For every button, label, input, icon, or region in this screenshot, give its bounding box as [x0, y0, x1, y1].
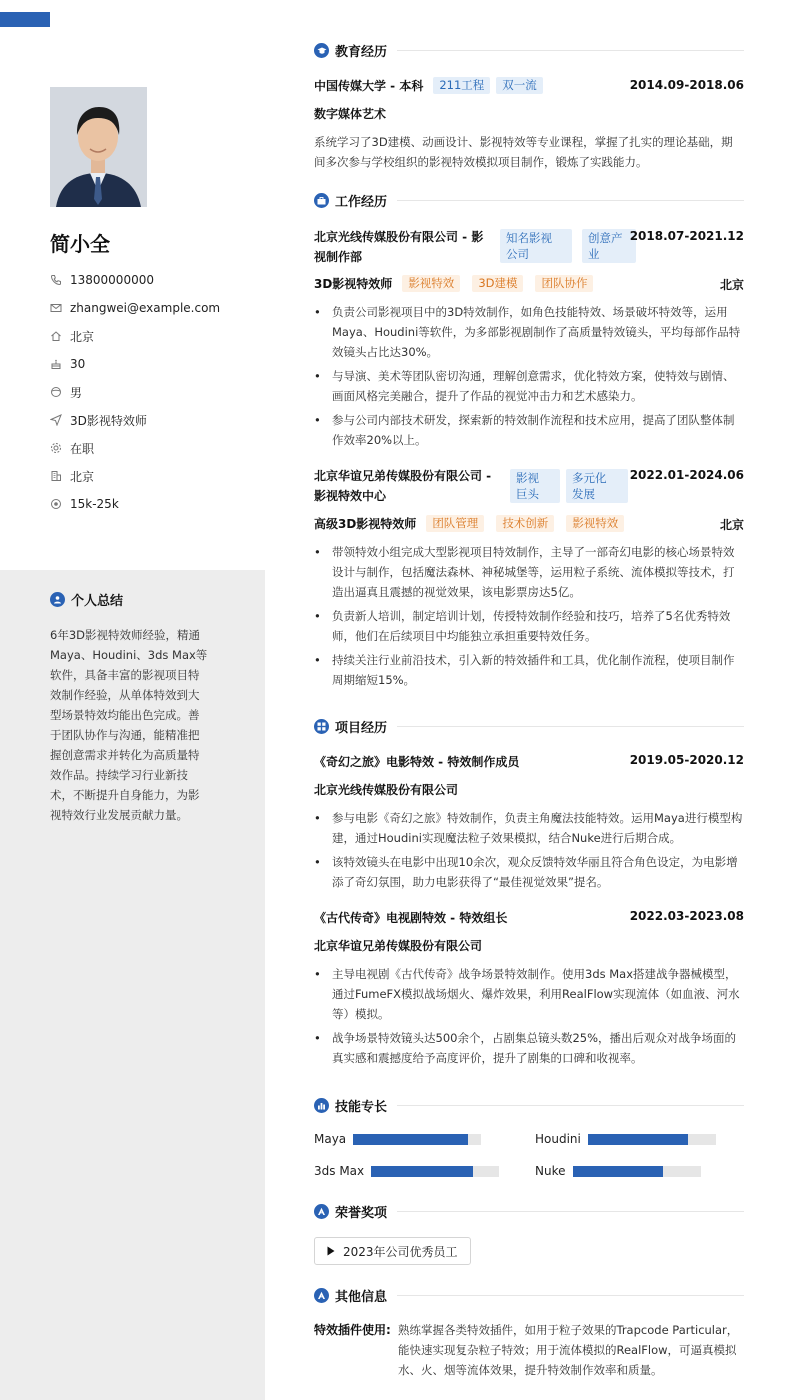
left-column: [0, 0, 265, 1400]
project-name: 《古代传奇》电视剧特效 - 特效组长: [314, 911, 508, 925]
skill-name: Houdini: [535, 1132, 581, 1146]
job-bullet: • 负责公司影视项目中的3D特效制作，如角色技能特效、场景破坏特效等，运用Maya、Houdini等软件，为多部影视剧制作了高质量特效镜头，平均每部作品特效镜头占比达30%。: [314, 302, 744, 362]
skill-name: Nuke: [535, 1164, 566, 1178]
project-company: 北京华谊兄弟传媒股份有限公司: [314, 939, 483, 953]
phone-icon: [50, 274, 62, 286]
info-status: [50, 434, 250, 462]
target-city-text: 北京: [70, 469, 95, 484]
phone-text[interactable]: 13800000000: [70, 273, 154, 287]
company-tag: [500, 229, 572, 263]
position-text: 3D影视特效师: [70, 413, 147, 428]
education-major: 数字媒体艺术: [314, 107, 387, 121]
coin-icon: [50, 498, 62, 510]
job-date: 2018.07-2021.12: [629, 229, 744, 243]
honors-title: 荣誉奖项: [335, 1206, 388, 1221]
section-divider: [397, 200, 744, 201]
company-tag-line: 发展: [572, 487, 595, 501]
job-company: [314, 227, 494, 267]
project-bullet: • 参与电影《奇幻之旅》特效制作，负责主角魔法技能特效。运用Maya进行模型构建，通过Houdini实现魔法粒子效果模拟，结合Nuke进行后期合成。: [314, 808, 744, 848]
job-role: 3D影视特效师: [314, 277, 393, 291]
info-email: [50, 294, 250, 322]
contact-info-list: [50, 266, 250, 518]
info-icon: [314, 1288, 329, 1303]
section-divider: [397, 1295, 744, 1296]
other-label: 特效插件使用:: [314, 1323, 391, 1337]
education-tag: 双一流: [496, 77, 543, 94]
job-bullet: • 与导演、美术等团队密切沟通，理解创意需求，优化特效方案，使特效与剧情、画面风格完美融合，提升了作品的视觉冲击力和艺术感染力。: [314, 366, 744, 406]
job-company-line: 影视特效中心: [314, 489, 387, 503]
summary-paragraph: 6年3D影视特效师经验，精通Maya、Houdini、3ds Max等软件，具备丰富的影视项目特效制作经验，从单体特效到大型场景特效均能出色完成。善于团队协作与沟通，能精准把握创意需求并转化为高质量特效作品。持续学习行业新技术，不断提升自身能力，为影视特效行业发展贡献力量。: [50, 628, 208, 822]
graduation-cap-icon: [314, 43, 329, 58]
skill-bar: [371, 1166, 499, 1177]
role-tag: 团队协作: [535, 275, 593, 292]
education-heading: [314, 41, 744, 60]
section-divider: [397, 50, 744, 51]
job-role: 高级3D影视特效师: [314, 517, 417, 531]
skill-item: [314, 1132, 481, 1146]
job-company-line: 北京光线传媒股份有限公司 - 影: [314, 230, 484, 244]
project-bullet: • 主导电视剧《古代传奇》战争场景特效制作。使用3ds Max搭建战争器械模型，通过FumeFX模拟战场烟火、爆炸效果，利用RealFlow实现流体（如血液、河水等）模拟。: [314, 964, 744, 1024]
project-date: 2019.05-2020.12: [629, 753, 744, 767]
company-tag-line: 多元化: [572, 471, 607, 485]
other-heading: [314, 1286, 744, 1305]
info-phone: [50, 266, 250, 294]
grid-icon: [314, 719, 329, 734]
mail-icon: [50, 302, 62, 314]
building-icon: [50, 470, 62, 482]
education-school-row: [314, 77, 543, 94]
job-company-line: 北京华谊兄弟传媒股份有限公司 -: [314, 469, 492, 483]
cake-icon: [50, 358, 62, 370]
company-tag: [510, 469, 560, 503]
age-text: 30: [70, 357, 86, 371]
job-role-row: [314, 275, 593, 292]
company-tag-line: 创意产: [588, 231, 623, 245]
project-company: 北京光线传媒股份有限公司: [314, 783, 459, 797]
info-salary: [50, 490, 250, 518]
skill-bar-fill: [573, 1166, 663, 1177]
skill-name: 3ds Max: [314, 1164, 365, 1178]
job-city: 北京: [719, 278, 744, 292]
info-location: [50, 322, 250, 350]
section-divider: [397, 1105, 744, 1106]
salary-text: 15k-25k: [70, 497, 119, 511]
skill-bar: [353, 1134, 481, 1145]
info-gender: [50, 378, 250, 406]
section-divider: [397, 1211, 744, 1212]
role-tag: 3D建模: [472, 275, 523, 292]
job-company: [314, 466, 496, 506]
email-text[interactable]: zhangwei@example.com: [70, 301, 221, 315]
company-tag: [566, 469, 628, 503]
skill-bar: [573, 1166, 701, 1177]
project-bullet: • 该特效镜头在电影中出现10余次，观众反馈特效华丽且符合角色设定，为电影增添了奇幻氛围，助力电影获得了“最佳视觉效果”提名。: [314, 852, 744, 892]
company-tag-line: 业: [588, 247, 600, 261]
gender-text: 男: [70, 385, 83, 400]
skills-heading: [314, 1096, 744, 1115]
skill-item: [535, 1164, 701, 1178]
projects-heading: [314, 717, 744, 736]
summary-heading: [50, 590, 123, 609]
project-date: 2022.03-2023.08: [629, 909, 744, 923]
school-name: 中国传媒大学 - 本科: [314, 79, 424, 93]
work-title: 工作经历: [335, 195, 388, 210]
gender-icon: [50, 386, 62, 398]
job-bullet: • 带领特效小组完成大型影视项目特效制作，主导了一部奇幻电影的核心场景特效设计与制作，包括魔法森林、神秘城堡等，运用粒子系统、流体模拟等技术，打造出逼真且震撼的视觉效果，该电影票房达5亿。: [314, 542, 744, 602]
company-tag-line: 影视: [516, 471, 539, 485]
send-icon: [50, 414, 62, 426]
work-heading: [314, 191, 744, 210]
briefcase-icon: [314, 193, 329, 208]
home-icon: [50, 330, 62, 342]
skill-bar: [588, 1134, 716, 1145]
job-company-line: 视制作部: [314, 250, 363, 264]
projects-title: 项目经历: [335, 721, 388, 736]
skill-name: Maya: [314, 1132, 347, 1146]
role-tag: 影视特效: [566, 515, 624, 532]
summary-title-text: 个人总结: [71, 594, 124, 609]
education-date: 2014.09-2018.06: [629, 78, 744, 92]
corner-accent: [0, 12, 50, 27]
company-tag-line: 知名影视: [506, 231, 552, 245]
gear-icon: [50, 442, 62, 454]
skill-item: [314, 1164, 499, 1178]
job-bullet: • 负责新人培训，制定培训计划，传授特效制作经验和技巧，培养了5名优秀特效师，他们在后续项目中均能独立承担重要特效任务。: [314, 606, 744, 646]
section-divider: [397, 726, 744, 727]
skill-bar-fill: [371, 1166, 473, 1177]
honors-heading: [314, 1202, 744, 1221]
education-description: 系统学习了3D建模、动画设计、影视特效等专业课程，掌握了扎实的理论基础，期间多次参与学校组织的影视特效模拟项目制作，锻炼了实践能力。: [314, 135, 733, 169]
info-age: [50, 350, 250, 378]
info-target-city: [50, 462, 250, 490]
project-bullet: • 战争场景特效镜头达500余个，占剧集总镜头数25%，播出后观众对战争场面的真实感和震撼度给予高度评价，提升了剧集的口碑和收视率。: [314, 1028, 744, 1068]
info-position: [50, 406, 250, 434]
company-tag-line: 公司: [506, 247, 529, 261]
job-role-row: [314, 515, 624, 532]
job-date: 2022.01-2024.06: [629, 468, 744, 482]
user-icon: [50, 592, 65, 607]
location-text: 北京: [70, 329, 95, 344]
skill-item: [535, 1132, 716, 1146]
candidate-name: 简小全: [50, 232, 110, 256]
job-bullet: • 参与公司内部技术研发，探索新的特效制作流程和技术应用，提高了团队整体制作效率20%以上。: [314, 410, 744, 450]
bar-chart-icon: [314, 1098, 329, 1113]
avatar: [50, 87, 147, 207]
skill-bar-fill: [353, 1134, 468, 1145]
other-title: 其他信息: [335, 1290, 388, 1305]
company-tag: [582, 229, 636, 263]
company-tag-line: 巨头: [516, 487, 539, 501]
role-tag: 影视特效: [402, 275, 460, 292]
role-tag: 技术创新: [496, 515, 554, 532]
other-text: 熟练掌握各类特效插件，如用于粒子效果的Trapcode Particular，能快速实现复杂粒子特效；用于流体模拟的RealFlow，可逼真模拟水、火、烟等流体效果，提升特效制作效率和质量。: [398, 1323, 739, 1377]
role-tag: 团队管理: [426, 515, 484, 532]
job-city: 北京: [719, 518, 744, 532]
award-item: [314, 1237, 471, 1265]
education-title: 教育经历: [335, 45, 388, 60]
education-tag: 211工程: [433, 77, 490, 94]
award-text: 2023年公司优秀员工: [343, 1244, 458, 1259]
status-text: 在职: [70, 441, 95, 456]
job-bullet: • 持续关注行业前沿技术，引入新的特效插件和工具，优化制作流程，使项目制作周期缩短15%。: [314, 650, 744, 690]
skill-bar-fill: [588, 1134, 688, 1145]
play-icon: [327, 1246, 335, 1256]
skills-title: 技能专长: [335, 1100, 388, 1115]
project-name: 《奇幻之旅》电影特效 - 特效制作成员: [314, 755, 520, 769]
award-icon: [314, 1204, 329, 1219]
